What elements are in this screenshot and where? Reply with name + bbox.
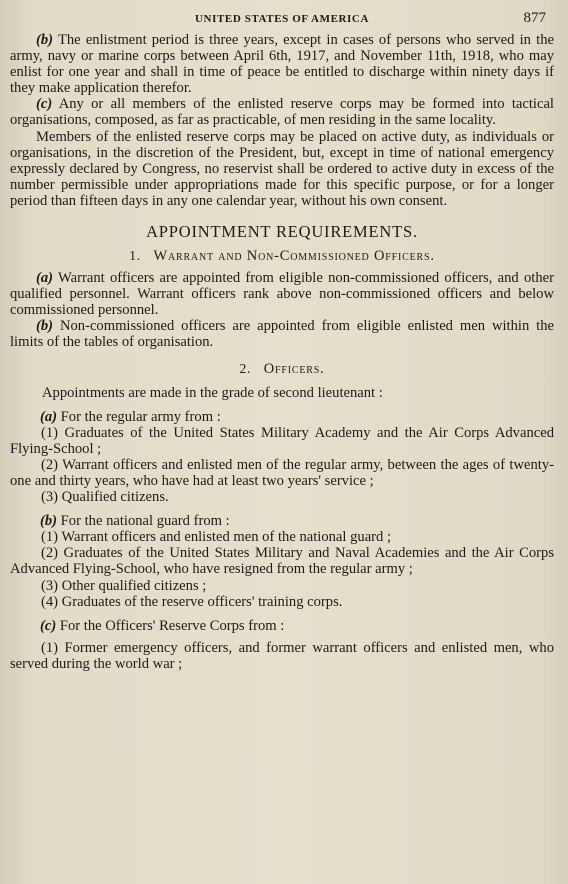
paragraph-text: Any or all members of the enlisted reserve corps may be formed into tactical organisations, composed, as far as practicable, of men residing in the same locality. — [10, 96, 554, 129]
paragraph-b-enlistment — [10, 32, 554, 96]
paragraph-marker: (a) — [40, 408, 58, 425]
page-header — [10, 10, 554, 32]
list-item-2c-1: (1) Former emergency officers, and former warrant officers and enlisted men, who served during the world war ; — [10, 639, 554, 672]
paragraph-marker: (b) — [36, 318, 54, 335]
subsection-heading-1 — [10, 248, 554, 265]
paragraph-marker: (b) — [36, 32, 54, 48]
section-title: APPOINTMENT REQUIREMENTS. — [146, 222, 418, 242]
paragraph-marker: (c) — [36, 96, 53, 113]
paragraph-marker: (c) — [40, 617, 57, 634]
list-item-2a-2: (2) Warrant officers and enlisted men of the regular army, between the ages of twenty-one and thirty years, who have had at least two years' service ; — [10, 456, 554, 489]
paragraph-text: The enlistment period is three years, except in cases of persons who served in the army, navy or marine corps between April 6th, 1917, and November 11th, 1918, who may enlist for one year and shall in time of peace be entitled to discharge within ninety days if they make application therefor. — [10, 32, 554, 97]
appointments-intro: Appointments are made in the grade of second lieutenant : — [42, 384, 383, 401]
subsection-number: 1. — [129, 248, 141, 264]
paragraph-marker: (a) — [36, 270, 54, 287]
paragraph-2a — [10, 409, 554, 425]
paragraph-2c — [10, 618, 554, 634]
paragraph-marker: (b) — [40, 513, 58, 530]
subsection-heading-2 — [10, 361, 554, 378]
paragraph-text: Warrant officers are appointed from eligible non-commissioned officers, and other qualified personnel. Warrant officers rank above non-commissioned officers and below commissioned personnel. — [10, 270, 554, 319]
paragraph-1b — [10, 318, 554, 350]
paragraph-text: Non-commissioned officers are appointed from eligible enlisted men within the limits of the tables of organisation. — [10, 318, 554, 351]
paragraph-members-duty: Members of the enlisted reserve corps may be placed on active duty, as individuals or organisations, in the discretion of the President, but, except in time of national emergency expressly declared by Congress, no reservist shall be ordered to active duty in excess of the number permissible under appropriations made for this specific purpose, or for a longer period than fifteen days in any one calendar year, without his own consent. — [10, 128, 554, 209]
list-item-2a-1: (1) Graduates of the United States Military Academy and the Air Corps Advanced Flying-School ; — [10, 424, 554, 457]
paragraph-text: For the regular army from : — [57, 408, 221, 425]
paragraph-1a — [10, 270, 554, 318]
list-item-2b-3: (3) Other qualified citizens ; — [41, 577, 207, 594]
list-item-2a-3: (3) Qualified citizens. — [41, 489, 169, 506]
running-head: UNITED STATES OF AMERICA — [194, 13, 370, 25]
paragraph-text: For the national guard from : — [57, 513, 230, 530]
subsection-number: 2. — [239, 360, 252, 376]
paragraph-c-organisations — [10, 96, 554, 128]
page-number: 877 — [523, 10, 546, 26]
paragraph-text: For the Officers' Reserve Corps from : — [56, 617, 285, 634]
list-item-2b-1: (1) Warrant officers and enlisted men of the national guard ; — [41, 529, 392, 546]
list-item-2b-4: (4) Graduates of the reserve officers' training corps. — [41, 593, 343, 610]
paragraph-2b — [10, 513, 554, 529]
list-item-2b-2: (2) Graduates of the United States Military and Naval Academies and the Air Corps Advanced Flying-School, who have resigned from the regular army ; — [10, 545, 554, 578]
subsection-title: Officers. — [263, 360, 325, 377]
subsection-title: Warrant and Non-Commissioned Officers. — [153, 248, 435, 265]
